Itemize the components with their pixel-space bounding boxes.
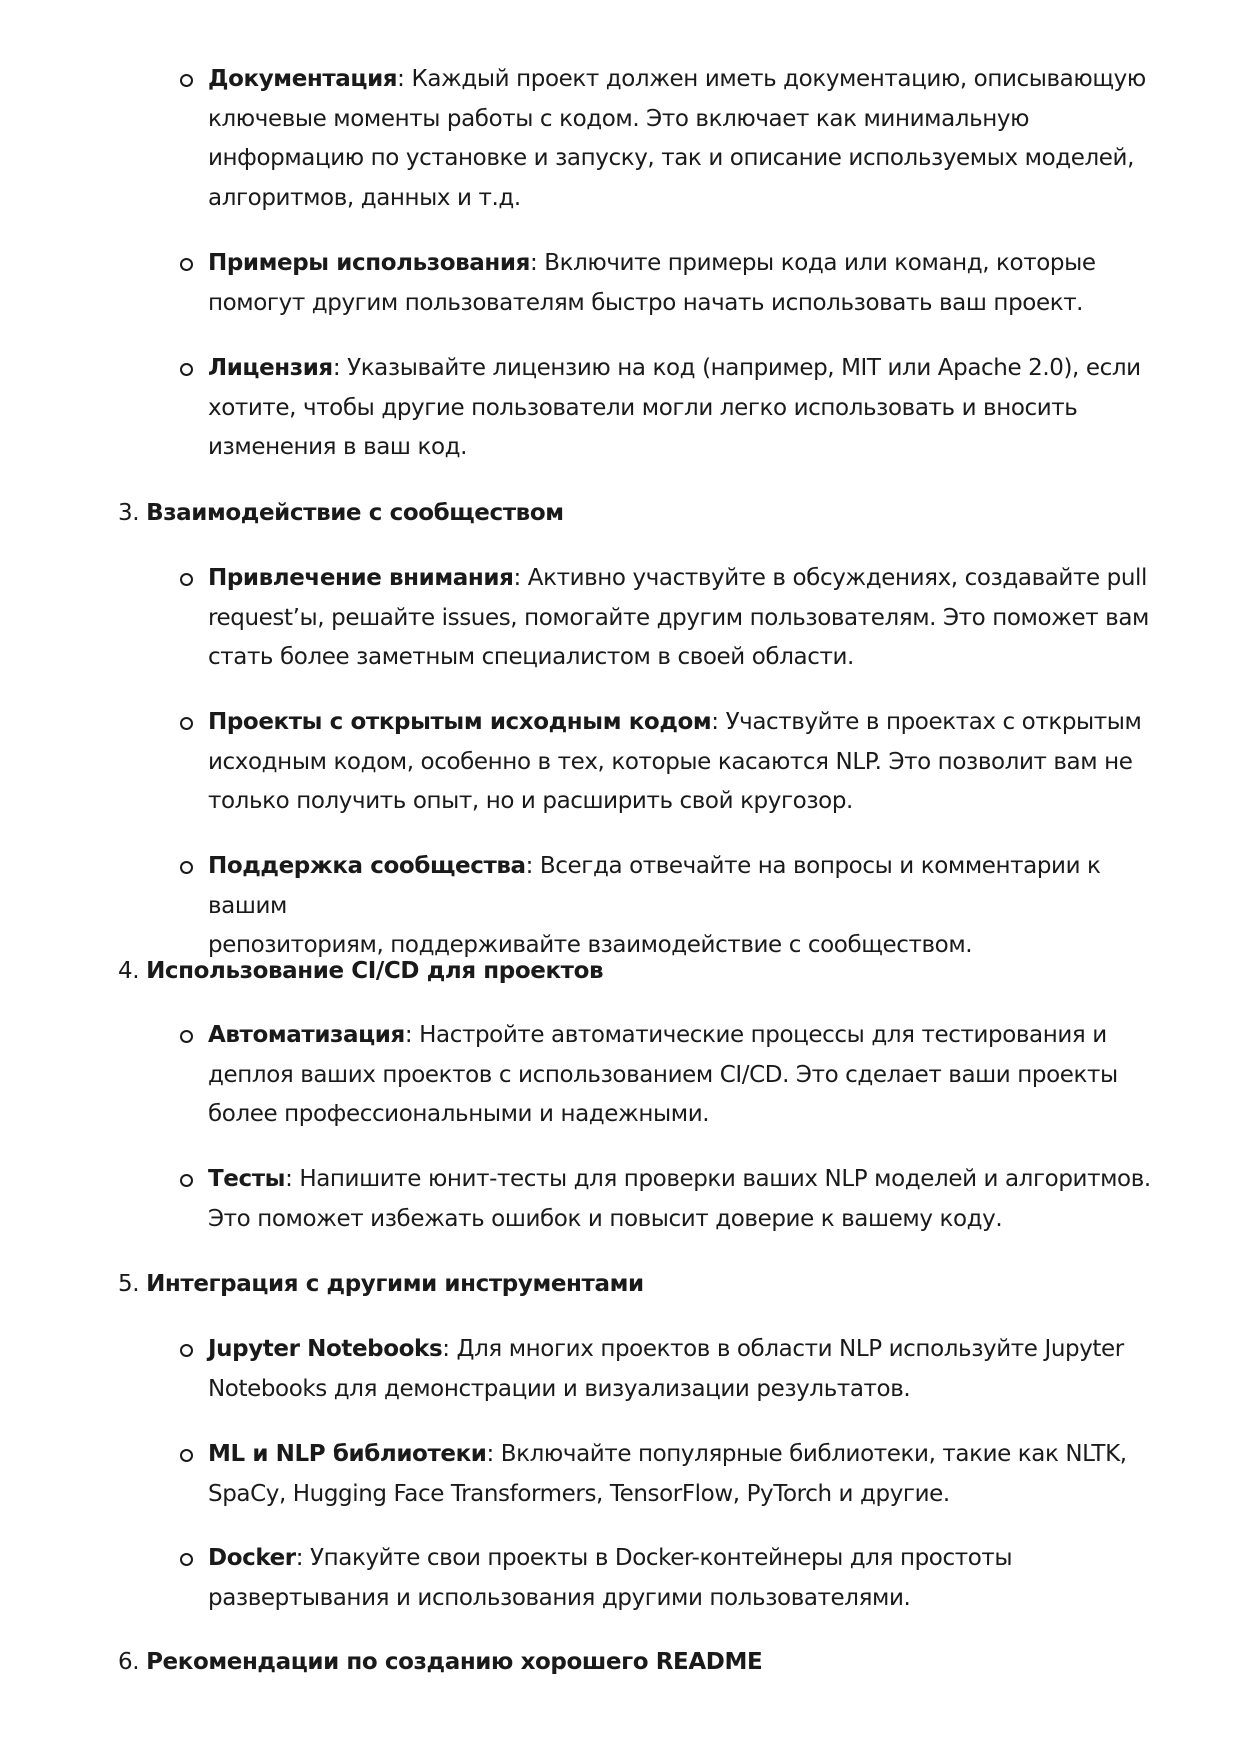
section-heading xyxy=(118,494,564,534)
item-term: Привлечение внимания xyxy=(208,565,514,591)
item-text-line: деплоя ваших проектов с использованием CI/CD. Это сделает ваши проекты xyxy=(208,1061,1118,1088)
bullet-circle-icon xyxy=(180,1030,193,1043)
item-term: Примеры использования xyxy=(208,250,530,276)
item-text-line: Всегда отвечайте на вопросы и комментарии к вашим xyxy=(208,853,1101,919)
item-term: Проекты с открытым исходным кодом xyxy=(208,709,712,735)
item-text-line: более профессиональными и надежными. xyxy=(208,1101,710,1127)
section-heading xyxy=(118,952,603,992)
section-number: 4. xyxy=(118,958,140,984)
list-item: Jupyter Notebooks: Для многих проектов в области NLP используйте Jupyter Notebooks для демонстрации и визуализации результатов. xyxy=(208,1330,1168,1409)
item-term: Документация xyxy=(208,66,398,92)
list-item: Автоматизация: Настройте автоматические процессы для тестирования и деплоя ваших проектов с использованием CI/CD. Это сделает ваши проекты более профессиональными и надежными. xyxy=(208,1016,1168,1135)
item-term: Jupyter Notebooks xyxy=(208,1336,443,1362)
item-term: Автоматизация xyxy=(208,1022,405,1048)
bullet-circle-icon xyxy=(180,861,193,874)
bullet-circle-icon xyxy=(180,1449,193,1462)
section-number: 3. xyxy=(118,500,140,526)
list-item: Поддержка сообщества: Всегда отвечайте на вопросы и комментарии к вашим репозиториям, поддерживайте взаимодействие с сообществом. xyxy=(208,847,1168,966)
item-text-line: алгоритмов, данных и т.д. xyxy=(208,184,521,211)
item-text-line: стать более заметным специалистом в своей области. xyxy=(208,644,854,670)
item-text-line: информацию по установке и запуску, так и описание используемых моделей, xyxy=(208,145,1134,171)
item-text-line: Для многих проектов в области NLP используйте Jupyter xyxy=(456,1336,1124,1362)
item-text-line: Указывайте лицензию на код (например, MIT или Apache 2.0), если xyxy=(347,355,1141,381)
list-item: Документация: Каждый проект должен иметь документацию, описывающую ключевые моменты работы с кодом. Это включает как минимальную информацию по установке и запуску, так и описание используемых моделей, алгоритмов, данных и т.д. xyxy=(208,60,1168,218)
item-text-line: request’ы, решайте issues, помогайте другим пользователям. Это поможет вам xyxy=(208,604,1149,631)
item-text-line: Напишите юнит-тесты для проверки ваших NLP моделей и алгоритмов. xyxy=(299,1166,1151,1192)
item-text-line: развертывания и использования другими пользователями. xyxy=(208,1584,911,1611)
list-item: Проекты с открытым исходным кодом: Участвуйте в проектах с открытым исходным кодом, особенно в тех, которые касаются NLP. Это позволит вам не только получить опыт, но и расширить свой кругозор. xyxy=(208,703,1168,822)
item-text-line: Включите примеры кода или команд, которые xyxy=(544,250,1096,276)
item-text-line: репозиториям, поддерживайте взаимодействие с сообществом. xyxy=(208,932,973,958)
bullet-circle-icon xyxy=(180,1344,193,1357)
bullet-circle-icon xyxy=(180,717,193,730)
bullet-circle-icon xyxy=(180,258,193,271)
item-text-line: Это поможет избежать ошибок и повысит доверие к вашему коду. xyxy=(208,1205,1003,1232)
section-heading xyxy=(118,1265,644,1305)
bullet-circle-icon xyxy=(180,363,193,376)
section-heading xyxy=(118,1643,762,1683)
item-text-line: Notebooks для демонстрации и визуализации результатов. xyxy=(208,1375,911,1402)
section-title: Взаимодействие с сообществом xyxy=(146,500,564,526)
item-text-line: ключевые моменты работы с кодом. Это включает как минимальную xyxy=(208,105,1030,132)
item-text-line: Включайте популярные библиотеки, такие как NLTK, xyxy=(500,1441,1127,1467)
item-text-line: Участвуйте в проектах с открытым xyxy=(725,709,1142,735)
section-number: 5. xyxy=(118,1271,140,1297)
item-text-line: Настройте автоматические процессы для тестирования и xyxy=(419,1022,1107,1048)
item-text-line: изменения в ваш код. xyxy=(208,434,468,460)
bullet-circle-icon xyxy=(180,573,193,586)
section-title: Использование CI/CD для проектов xyxy=(146,958,604,984)
item-text-line: Упакуйте свои проекты в Docker-контейнеры для простоты xyxy=(310,1545,1013,1571)
bullet-circle-icon xyxy=(180,74,193,87)
item-term: Тесты xyxy=(208,1166,286,1192)
list-item: Docker: Упакуйте свои проекты в Docker-контейнеры для простоты развертывания и использования другими пользователями. xyxy=(208,1539,1168,1618)
item-text-line: SpaCy, Hugging Face Transformers, TensorFlow, PyTorch и другие. xyxy=(208,1480,950,1507)
item-text-line: Активно участвуйте в обсуждениях, создавайте pull xyxy=(527,565,1147,591)
bullet-circle-icon xyxy=(180,1174,193,1187)
item-text-line: только получить опыт, но и расширить свой кругозор. xyxy=(208,788,853,814)
item-text-line: помогут другим пользователям быстро начать использовать ваш проект. xyxy=(208,289,1084,316)
item-text-line: исходным кодом, особенно в тех, которые касаются NLP. Это позволит вам не xyxy=(208,748,1133,775)
section-title: Интеграция с другими инструментами xyxy=(146,1271,644,1297)
list-item: Привлечение внимания: Активно участвуйте в обсуждениях, создавайте pull request’ы, решайте issues, помогайте другим пользователям. Это поможет вам стать более заметным специалистом в своей области. xyxy=(208,559,1168,678)
item-term: Поддержка сообщества xyxy=(208,853,526,879)
section-title: Рекомендации по созданию хорошего README xyxy=(146,1649,763,1675)
item-text-line: Каждый проект должен иметь документацию, описывающую xyxy=(411,66,1146,92)
bullet-circle-icon xyxy=(180,1553,193,1566)
item-term: Лицензия xyxy=(208,355,333,381)
list-item: Тесты: Напишите юнит-тесты для проверки ваших NLP моделей и алгоритмов. Это поможет избежать ошибок и повысит доверие к вашему коду. xyxy=(208,1160,1168,1239)
item-term: Docker xyxy=(208,1545,296,1571)
item-term: ML и NLP библиотеки xyxy=(208,1441,487,1467)
list-item: Лицензия: Указывайте лицензию на код (например, MIT или Apache 2.0), если хотите, чтобы другие пользователи могли легко использовать и вносить изменения в ваш код. xyxy=(208,349,1168,468)
item-text-line: хотите, чтобы другие пользователи могли легко использовать и вносить xyxy=(208,394,1078,421)
section-number: 6. xyxy=(118,1649,140,1675)
list-item: ML и NLP библиотеки: Включайте популярные библиотеки, такие как NLTK, SpaCy, Hugging Face Transformers, TensorFlow, PyTorch и другие. xyxy=(208,1435,1168,1514)
list-item: Примеры использования: Включите примеры кода или команд, которые помогут другим пользователям быстро начать использовать ваш проект. xyxy=(208,244,1168,323)
